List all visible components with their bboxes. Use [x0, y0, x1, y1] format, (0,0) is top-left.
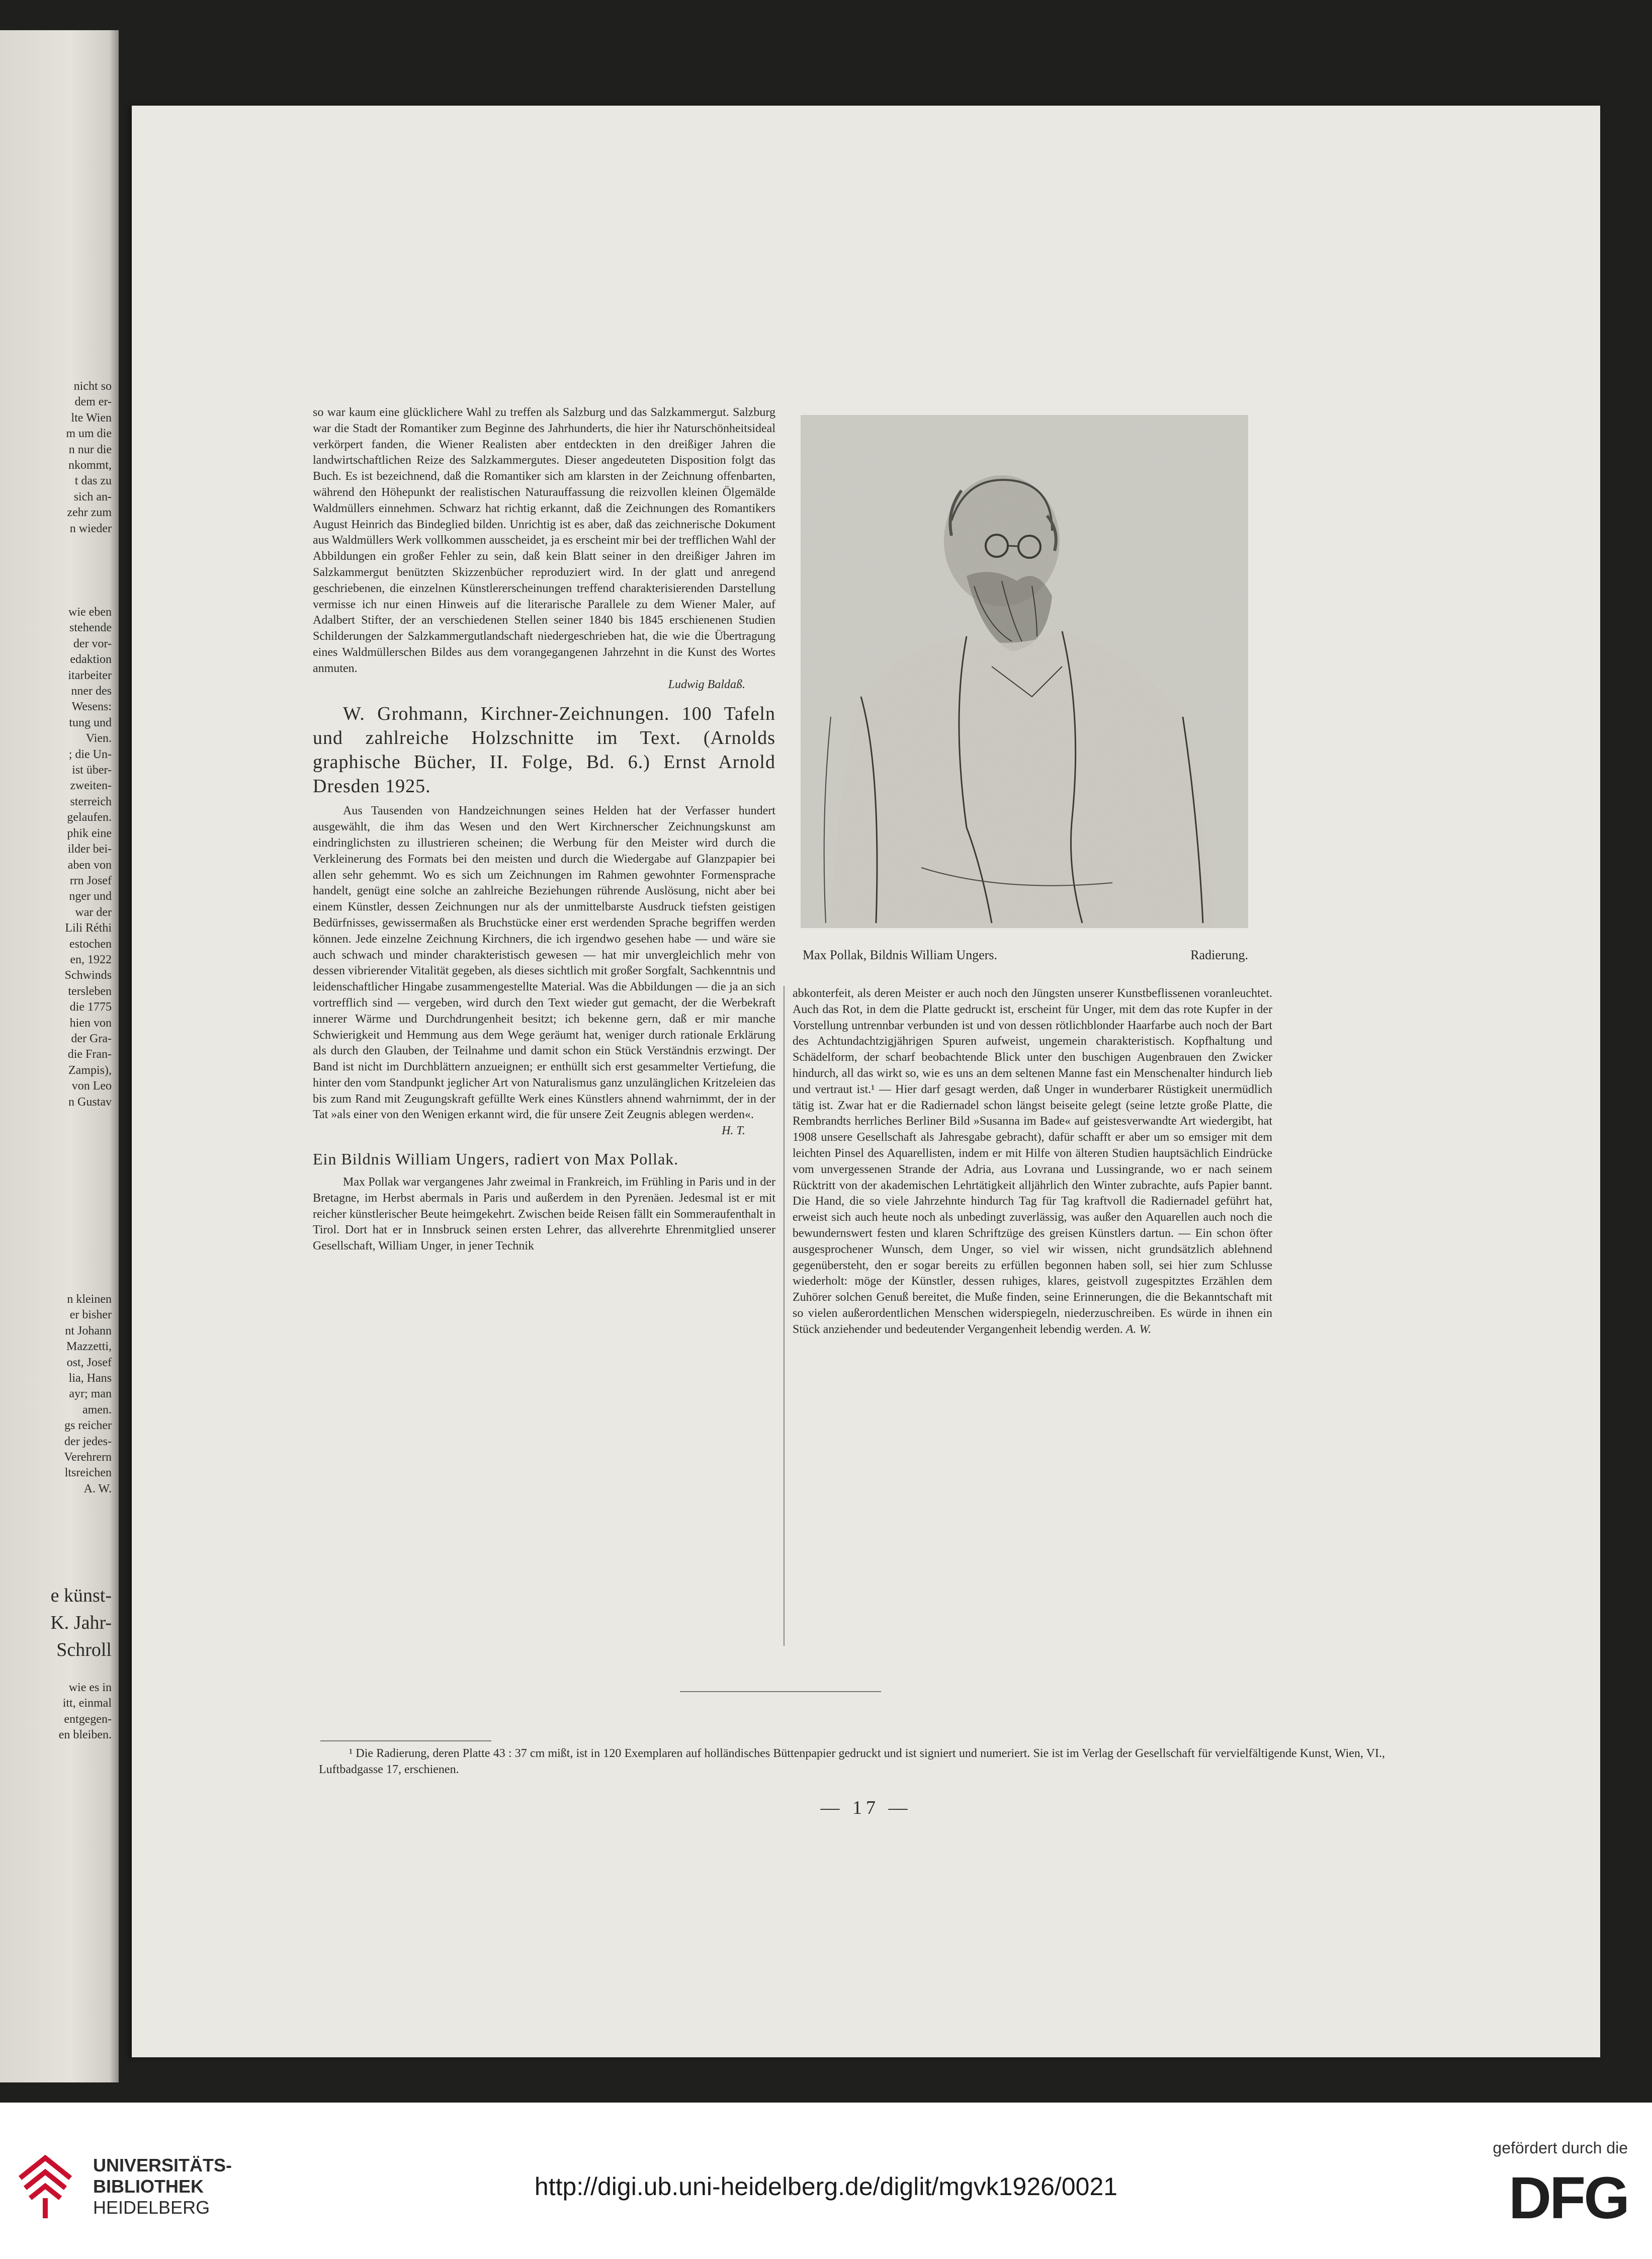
left-page-text-fragment: ilder bei-: [67, 843, 112, 856]
left-page-fragment-group: [11, 605, 112, 1110]
column-divider: [784, 986, 785, 1646]
left-page-text-fragment: Vien.: [85, 732, 112, 745]
library-banner: [0, 2103, 1652, 2259]
left-page-text-fragment: K. Jahr-: [50, 1612, 112, 1633]
left-page-heading-fragments: [11, 1582, 112, 1663]
left-page-text-fragment: ltsreichen: [64, 1466, 112, 1480]
left-page-text-fragment: der jedes-: [64, 1435, 112, 1448]
permalink-url[interactable]: http://digi.ub.uni-heidelberg.de/diglit/mgvk1926/0021: [534, 2172, 1118, 2201]
signature: Ludwig Baldaß.: [668, 678, 745, 691]
institution-name: UNIVERSITÄTS- BIBLIOTHEK HEIDELBERG: [93, 2155, 232, 2218]
left-page-text-fragment: n Gustav: [68, 1095, 112, 1109]
unger-article-text-right: abkonterfeit, als deren Meister er auch noch den Jüngsten unserer Kunstbeflissenen voranleuchtet. Auch das Rot, in dem die Platte gedruckt ist, erscheint für Unger, mit dem das rote Kupfer in der Vorstellung untrennbar verbunden ist und von dessen rötlichblonder Haarfarbe auch noch der Bart des Achtundachtzigjährigen Spuren aufweist, ungemein charakteristisch. Kopfhaltung und Schädelform, der scharf beobachtende Blick unter den buschigen Augenbrauen den Zwicker hindurch, all das wirkt so, wie es uns an dem seltenen Manne fast ein Menschenalter hindurch lieb und vertraut ist.¹ — Hier darf gesagt werden, daß Unger in wunderbarer Rüstigkeit unermüdlich tätig ist. Zwar hat er die Radiernadel schon längst beiseite gelegt (seine letzte große Platte, die Rembrandts herrliches Berliner Bild »Susanna im Bade« auf geistesverwandte Art wiedergibt, hat 1908 unsere Gesellschaft als Jahresgabe gebracht), dafür schafft er aber um so emsiger mit dem leichten Pinsel des Aquarellisten, indem er mit Hilfe von älteren Studien hauptsächlich Eindrücke vom unvergessenen Strande der Adria, aus Lovrana und Lussingrande, wo er nach seinem Rücktritt von der akademischen Lehrtätigkeit alljährlich den Winter zubrachte, aufs Papier bannt. Die Hand, die so viele Jahrzehnte hindurch Tag für Tag kraftvoll die Radiernadel geführt hat, erweist sich auch heute noch als unbedingt zuverlässig, was außer den Aquarellen auch noch die bewundernswert festen und klaren Schriftzüge des greisen Künstlers dartun. — Ein schon öfter ausgesprochener Wunsch, dem Unger, so viel wir wissen, nicht grundsätzlich ablehnend gegenübersteht, den er sogar bereits zu erfüllen begonnen haben soll, sei hier zum Schlusse wiederholt: möge der Künstler, dessen ruhiges, klares, geistvoll zugespitztes Erzählen dem Zuhörer solchen Genuß bereitet, die Muße finden, seine Erinnerungen, die die Bekanntschaft mit so vielen außerordentlichen Menschen widerspiegeln, niederzuschreiben. Es würde in ihnen ein Stück anziehender und bedeutender Vergangenheit lebendig werden. A. W.: [793, 987, 1272, 1336]
unger-article-text-left: Max Pollak war vergangenes Jahr zweimal in Frankreich, im Frühling in Paris und in der Bretagne, im Herbst abermals in Paris und außerdem in den Pyrenäen. Jedesmal ist er mit reicher künstlerischer Beute heimgekehrt. Zwischen beide Reisen fällt ein Sommeraufenthalt in Tirol. Dort hat er in Innsbruck seinen ersten Lehrer, das allverehrte Ehrenmitglied unserer Gesellschaft, William Unger, in jener Technik: [313, 1176, 775, 1253]
left-page-text-fragment: lte Wien: [71, 411, 112, 425]
left-text-column: [313, 405, 775, 1254]
left-page-text-fragment: en bleiben.: [58, 1728, 112, 1742]
signature: H. T.: [722, 1124, 745, 1138]
section-separator: [680, 1691, 881, 1692]
left-page-text-fragment: zweiten-: [70, 779, 112, 793]
left-page-text-fragment: von Leo: [71, 1079, 112, 1093]
left-page-text-fragment: tersleben: [68, 984, 112, 998]
grohmann-review-text: Aus Tausenden von Handzeichnungen seines Helden hat der Verfasser hundert ausgewählt, die ihm das Wesen und den Wert Kirchnerscher Zeichnungskunst am eindringlichsten zu illustrieren scheinen; die Werbung für den Meister wird durch die Verkleinerung des Formats bei den meisten und durch die Wiedergabe auf Glanzpapier bei allen sehr gehemmt. Wo es sich um Zeichnungen im Rahmen gewohnter Formensprache handelt, genügt eine solche an zahlreiche Beziehungen rührende Auslösung, nicht aber bei einem Künstler, dessen Zeichnungen nur als der unmittelbarste Ausdruck tiefsten geistigen Bedürfnisses, gewissermaßen als Bruchstücke einer erst werdenden Sprache begriffen werden können. Jede einzelne Zeichnung Kirchners, die ich irgendwo gesehen habe — und wäre sie auch schwach und minder charakteristisch gewesen — hat mir unvergleichlich mehr von dessen vibrierender Vitalität gegeben, als dieses sichtlich mit großer Sorgfalt, Sachkenntnis und leidenschaftlicher Hingabe zusammengestellte Material. Was die Abbildungen — die ja an sich vortrefflich sind — vergeben, wird durch den Text wieder gut gemacht, der die Werbekraft innerer Wärme und Durchdrungenheit besitzt; ich bekenne gern, daß er mir manche Schwierigkeit und Hemmung aus dem Wege geräumt hat, weniger durch rationale Erklärung als durch den Glauben, der Teilnahme und damit schon ein Stück Verständnis erzwingt. Der Band ist nicht im Durchblättern anzueignen; er enthüllt sich erst gesammelter Vertiefung, die hinter den vom Standpunkt jeglicher Art von Naturalismus ganz unzulänglichen Kritzeleien das bis zum Rand mit Zeugungskraft gefüllte Werk eines Künstlers ahnend wahrnimmt, der in der Tat »als einer von den Wenigen erkannt wird, die für unsere Zeit Zeugnis ablegen werden«. H. T.: [313, 803, 775, 1139]
left-page-fragment-group: [11, 1292, 112, 1497]
left-page-text-fragment: nkommt,: [68, 459, 112, 472]
footnote-rule: [320, 1740, 491, 1741]
left-page-text-fragment: itt, einmal: [62, 1697, 112, 1710]
left-page-text-fragment: A. W.: [83, 1482, 112, 1495]
left-page-text-fragment: en, 1922: [70, 953, 112, 966]
left-page-text-fragment: sich an-: [73, 490, 112, 504]
left-page-text-fragment: aben von: [67, 858, 112, 872]
left-page-text-fragment: t das zu: [74, 474, 112, 488]
footnote: ¹ Die Radierung, deren Platte 43 : 37 cm mißt, ist in 120 Exemplaren auf holländisches Büttenpapier gedruckt und ist signiert und numeriert. Sie ist im Verlag der Gesellschaft für vervielfältigende Kunst, Wien, VI., Luftbadgasse 17, erschienen.: [319, 1747, 1385, 1776]
left-page-text-fragment: tung und: [69, 716, 112, 729]
left-page-text-fragment: wie eben: [68, 606, 112, 619]
left-page-text-fragment: wie es in: [68, 1681, 112, 1694]
left-page-text-fragment: n nur die: [68, 443, 112, 456]
caption-technique: Radierung.: [1190, 948, 1248, 962]
funding-note: gefördert durch die: [1493, 2139, 1628, 2157]
left-page-text-fragment: nicht so: [73, 380, 112, 393]
left-page-text-fragment: zehr zum: [67, 506, 112, 520]
portrait-illustration: [801, 415, 1248, 928]
left-page-text-fragment: estochen: [69, 937, 112, 951]
signature: A. W.: [1125, 1322, 1152, 1336]
left-page-text-fragment: Lili Réthi: [65, 922, 112, 935]
left-page-text-fragment: hien von: [69, 1016, 112, 1030]
right-text-column: [793, 986, 1272, 1338]
left-page-text-fragment: e künst-: [50, 1585, 112, 1606]
dfg-logo[interactable]: [1462, 2168, 1628, 2223]
left-page-text-fragment: nt Johann: [65, 1324, 112, 1337]
left-page-text-fragment: er bisher: [69, 1308, 112, 1322]
left-page-text-fragment: edaktion: [70, 653, 112, 666]
review-heading: W. Grohmann, Kirchner-Zeichnungen. 100 Tafeln und zahlreiche Holzschnitte im Text. (Arnolds graphische Bücher, II. Folge, Bd. 6.) Ernst Arnold Dresden 1925.: [313, 703, 775, 797]
left-page-text-fragment: Schroll: [56, 1639, 112, 1660]
baldass-review-text: so war kaum eine glücklichere Wahl zu treffen als Salzburg und das Salzkammergut. Salzburg war die Stadt der Romantiker zum Beginne des Jahrhunderts, die hier ihr Naturschönheitsideal verkörpert fanden, die Wiener Realisten aber entdeckten in den dreißiger Jahren die landwirtschaftlichen Reize des Salzkammergutes. Dieser angedeuteten Disposition folgt das Buch. Es ist bezeichnend, daß die Romantiker sich am klarsten in der Zeichnung offenbarten, während den Höhepunkt der realistischen Naturauffassung die reizvollen kleinen Ölgemälde Waldmüllers einnehmen. Schwarz hat richtig erkannt, daß die Zeichnungen des Romantikers August Heinrich das Bindeglied bilden. Unrichtig ist es aber, daß das zeichnerische Dokument aus Waldmüllers Werk vollkommen ausscheidet, ja es erscheint mir bei der trefflichen Wahl der Abbildungen ein großer Fehler zu sein, daß kein Blatt seiner in den dreißiger Jahren im Salzkammergut benützten Skizzenbücher reproduziert wird. In der glatt und anregend geschriebenen, die einzelnen Künstlererscheinungen treffend charakterisierenden Darstellung vermisse ich nur einen Hinweis auf die literarische Parallele zu dem Wiener Maler, auf Adalbert Stifter, der an verschiedenen Stellen seiner 1840 bis 1845 erschienenen Studien Schilderungen der Salzkammergutlandschaft niedergeschrieben hat, die wie die Übertragung eines Waldmüllerschen Bildes aus dem vorangegangenen Jahrzehnt in die Kunst des Wortes anmuten. Ludwig Baldaß.: [313, 405, 775, 693]
left-page-text-fragment: der vor-: [73, 637, 112, 650]
left-page-text-fragment: lia, Hans: [68, 1372, 112, 1385]
etching-portrait-image: [801, 415, 1248, 928]
left-page-text-fragment: amen.: [82, 1403, 112, 1416]
document-page: [132, 106, 1600, 2057]
left-page-text-fragment: stehende: [69, 621, 112, 635]
left-page-text-fragment: nger und: [69, 890, 112, 903]
left-page-text-fragment: gs reicher: [64, 1419, 112, 1433]
dfg-logo-text: DFG: [1508, 2168, 1628, 2223]
caption-title: Max Pollak, Bildnis William Ungers.: [803, 948, 998, 962]
left-page-text-fragment: entgegen-: [64, 1712, 112, 1726]
left-page-text-fragment: war der: [75, 905, 112, 919]
left-page-text-fragment: Zampis),: [68, 1063, 112, 1077]
left-page-text-fragment: ost, Josef: [66, 1356, 112, 1369]
left-page-fragment-group: [11, 379, 112, 537]
left-page-text-fragment: sterreich: [70, 795, 112, 808]
figure-caption: [803, 947, 1248, 964]
left-page-text-fragment: Wesens:: [71, 700, 112, 714]
article-heading: Ein Bildnis William Ungers, radiert von Max Pollak.: [313, 1150, 679, 1168]
left-page-text-fragment: rrn Josef: [69, 874, 112, 887]
page-number: — 17 —: [820, 1797, 912, 1818]
left-page-text-fragment: der Gra-: [71, 1032, 112, 1045]
left-page-text-fragment: Schwinds: [64, 969, 112, 982]
left-page-text-fragment: dem er-: [74, 395, 112, 409]
left-page-text-fragment: phik eine: [67, 826, 112, 840]
left-page-text-fragment: die Fran-: [67, 1048, 112, 1061]
left-page-fragment-group: [11, 1680, 112, 1743]
left-page-text-fragment: gelaufen.: [67, 811, 112, 824]
left-page-text-fragment: ayr; man: [69, 1387, 112, 1401]
left-page-text-fragment: m um die: [66, 427, 112, 441]
previous-page-edge: [0, 30, 119, 2082]
left-page-text-fragment: Mazzetti,: [66, 1340, 112, 1354]
left-page-text-fragment: n kleinen: [67, 1293, 112, 1306]
left-page-text-fragment: ist über-: [72, 764, 112, 777]
left-page-text-fragment: ; die Un-: [68, 747, 112, 761]
left-page-text-fragment: die 1775: [69, 1000, 112, 1014]
left-page-text-fragment: nner des: [71, 685, 112, 698]
left-page-text-fragment: Verehrern: [64, 1451, 112, 1464]
left-page-text-fragment: itarbeiter: [68, 668, 112, 682]
left-page-text-fragment: n wieder: [69, 522, 112, 535]
